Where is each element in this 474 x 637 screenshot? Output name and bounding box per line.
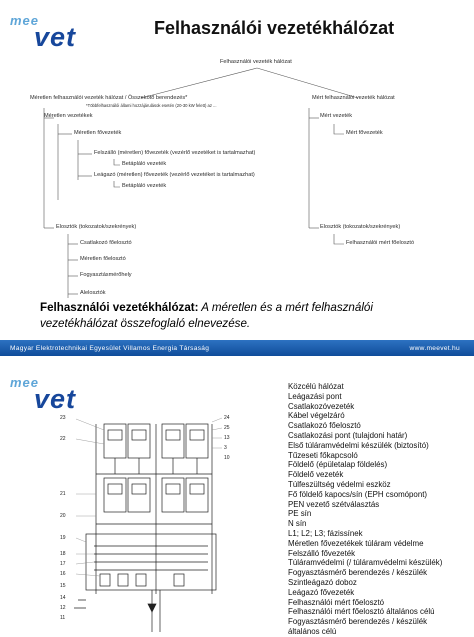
node-leagazo: Leágazó (méretlen) fővezeték (vezérlő vezetéket is tartalmazhat)	[94, 172, 255, 178]
label-22: 22	[60, 436, 66, 442]
logo-mee-text: mee	[10, 375, 40, 390]
schematic-drawing	[56, 404, 232, 632]
node-root: Felhasználói vezeték hálózat	[220, 59, 292, 65]
legend-item: PE sín	[288, 509, 312, 519]
label-14: 14	[60, 595, 66, 601]
label-23: 23	[60, 415, 66, 421]
label-15: 15	[60, 583, 66, 589]
meevet-logo	[10, 14, 76, 51]
node-alelosztok: Alelosztók	[80, 290, 106, 296]
legend-item: Fogyasztásmérő berendezés / készülék	[288, 568, 428, 578]
legend-item: Közcélú hálózat	[288, 382, 344, 391]
legend-item: Földelő vezeték	[288, 470, 344, 480]
legend-item: Első túláramvédelmi készülék (biztosító)	[288, 440, 429, 450]
caption-definition: A méretlen és a mért felhasználói vezetékhálózat összefoglaló elnevezése.	[40, 301, 373, 330]
legend-item: általános célú	[288, 626, 337, 636]
label-18: 18	[60, 551, 66, 557]
legend-item: Felhasználói mért főelosztó	[288, 597, 385, 607]
logo-vet-text: vet	[34, 384, 77, 414]
label-25: 25	[224, 425, 230, 431]
legend-item: Földelő (épületalap földelés)	[288, 460, 388, 470]
footer-website-link[interactable]: www.meevet.hu	[409, 345, 460, 352]
legend-list	[288, 382, 468, 637]
label-10: 10	[224, 455, 230, 461]
legend-item: Szintleágazó doboz	[288, 577, 357, 587]
node-felszallo: Felszálló (méretlen) fővezeték (vezérlő vezetéket is tartalmazhat)	[94, 150, 256, 156]
label-24: 24	[224, 415, 230, 421]
legend-item: Túlfeszültség védelmi eszköz	[288, 479, 391, 489]
label-17: 17	[60, 561, 66, 567]
label-21: 21	[60, 491, 66, 497]
legend-item: N sín	[288, 519, 307, 529]
node-meretlen-halozat: Méretlen felhasználói vezeték hálózat / Összekötő berendezés*	[30, 95, 188, 101]
node-mert-foeloszto: Felhasználói mért főelosztó	[346, 240, 415, 246]
legend-item: Fő földelő kapocs/sín (EPH csomópont)	[288, 489, 428, 499]
legend-item: Leágazási pont	[288, 391, 342, 401]
label-16: 16	[60, 571, 66, 577]
node-note: *Többfelhasználói állami hozzájárulások esetén (20-30 kW felett) az ...	[86, 103, 217, 108]
legend-item: Csatlakozási pont (tulajdoni határ)	[288, 430, 408, 440]
node-csatlakozo-foeloszto: Csatlakozó főelosztó	[80, 240, 132, 246]
wiring-schematic	[56, 404, 232, 632]
node-elosztok-right: Elosztók (tokozatok/szekrények)	[320, 224, 401, 230]
node-mert-vezetek: Mért vezeték	[320, 113, 353, 119]
legend-item: Leágazó fővezeték	[288, 587, 355, 597]
label-13: 13	[224, 435, 230, 441]
logo-vet-text: vet	[34, 22, 77, 52]
node-betaplalo-1: Betápláló vezeték	[122, 161, 167, 167]
node-elosztok-left: Elosztók (tokozatok/szekrények)	[56, 224, 137, 230]
label-12: 12	[60, 605, 66, 611]
node-meretlen-fovezetek: Méretlen fővezeték	[74, 130, 122, 136]
legend-item: Fogyasztásmérő berendezés / készülék	[288, 617, 428, 627]
label-3: 3	[224, 445, 227, 451]
legend-item: Felszálló fővezeték	[288, 548, 356, 558]
hierarchy-diagram	[30, 52, 434, 320]
node-fogyasztasmerohely: Fogyasztásmérőhely	[80, 272, 132, 278]
legend-item: L1; L2; L3; fázissínek	[288, 528, 363, 538]
node-meretlen-foeloszto: Méretlen főelosztó	[80, 256, 126, 262]
legend-item: Csatlakozó főelosztó	[288, 421, 361, 431]
caption-term: Felhasználói vezetékhálózat:	[40, 301, 199, 314]
label-19: 19	[60, 535, 66, 541]
legend-item: Méretlen fővezetékek túláram védelme	[288, 538, 424, 548]
slide-title: Felhasználói vezetékhálózat	[154, 18, 395, 38]
slide-2	[0, 360, 474, 636]
legend-item: Túláramvédelmi (/ túláramvédelmi készülék)	[288, 558, 443, 568]
legend-item: PEN vezető szétválasztás	[288, 499, 380, 509]
slide-caption	[40, 300, 440, 332]
label-11: 11	[60, 615, 66, 621]
node-mert-halozat: Mért felhasználói vezeték hálózat	[312, 95, 395, 101]
legend-item: Kábel végelzáró	[288, 411, 345, 421]
diagram-connectors	[40, 52, 434, 320]
node-meretlen-vezetekek: Méretlen vezetékek	[44, 113, 93, 119]
label-20: 20	[60, 513, 66, 519]
node-betaplalo-2: Betápláló vezeték	[122, 183, 167, 189]
legend-item: Tűzeseti főkapcsoló	[288, 450, 358, 460]
legend-item: Felhasználói mért főelosztó általános célú	[288, 607, 435, 617]
node-mert-fovezetek: Mért fővezeték	[346, 130, 383, 136]
footer-organization: Magyar Elektrotechnikai Egyesület Villamos Energia Társaság	[10, 345, 210, 352]
footer-bar	[0, 340, 474, 356]
logo-mee-text: mee	[10, 13, 40, 28]
legend-item: Csatlakozóvezeték	[288, 401, 355, 411]
